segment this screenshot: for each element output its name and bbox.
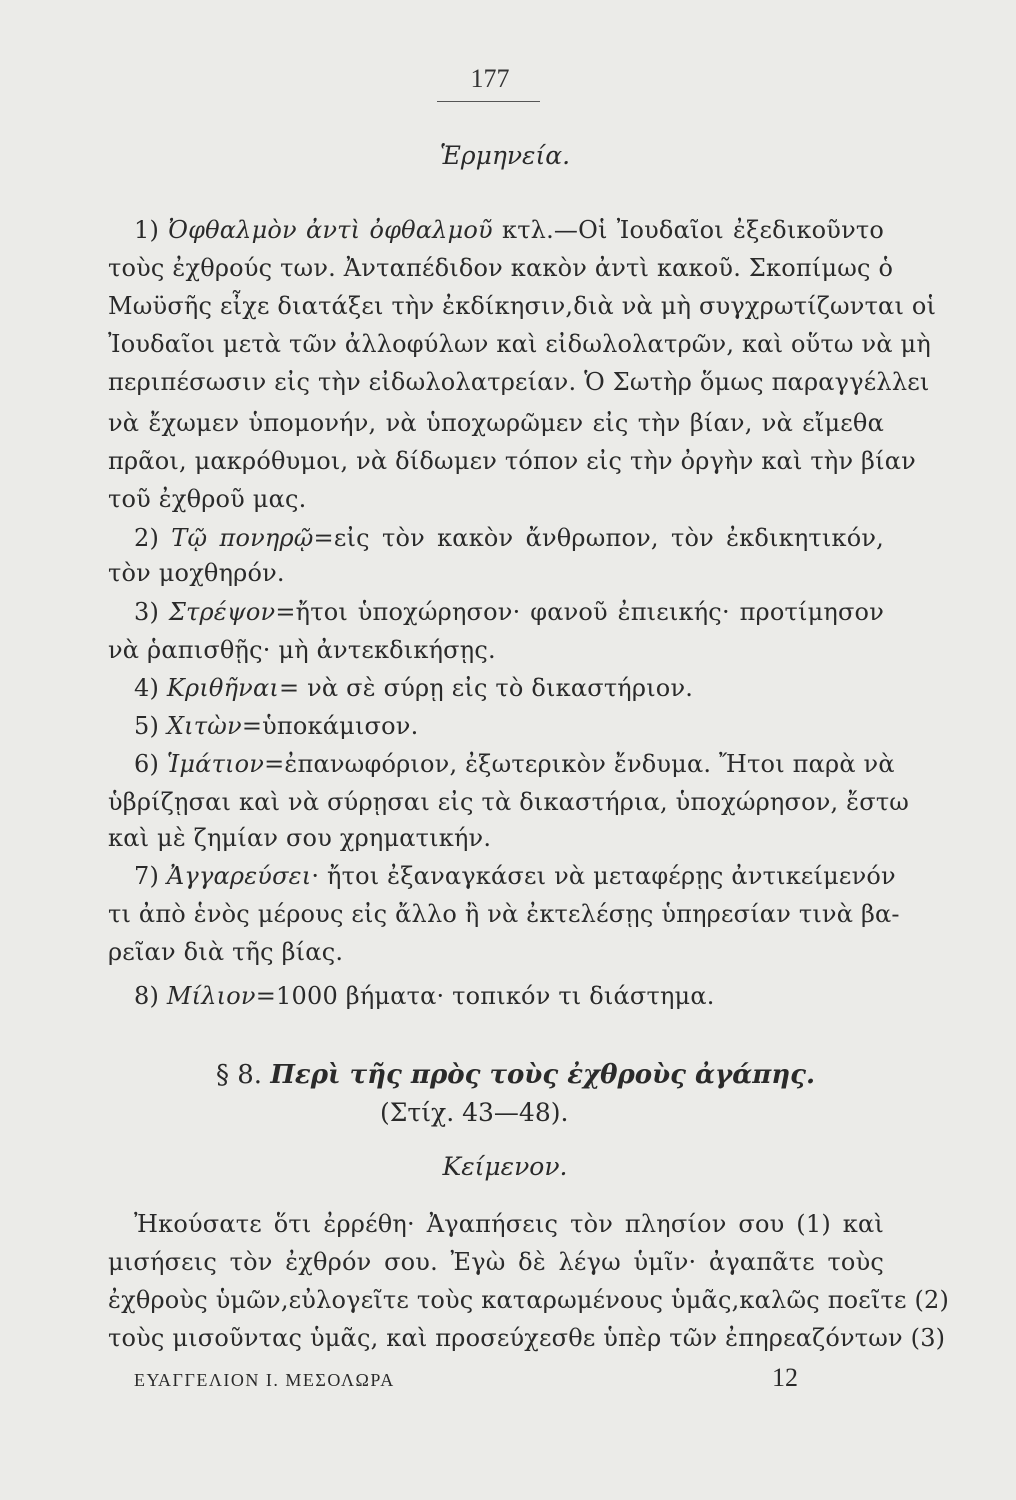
- interpretation-line: τι ἀπὸ ἑνὸς μέρους εἰς ἄλλο ἢ νὰ ἐκτελέσῃς ὑπηρεσίαν τινὰ βα-: [108, 900, 900, 928]
- section-number: § 8.: [216, 1060, 263, 1090]
- page-number: 177: [470, 64, 510, 93]
- page-number-rule: [437, 101, 540, 102]
- interpretation-line: 4) Κριθῆναι= νὰ σὲ σύρῃ εἰς τὸ δικαστήριον.: [134, 674, 694, 702]
- section-verses: (Στίχ. 43—48).: [380, 1098, 569, 1127]
- interpretation-line: 7) Ἀγγαρεύσει· ἤτοι ἐξαναγκάσει νὰ μεταφέρῃς ἀντικείμενόν: [134, 862, 896, 890]
- interpretation-line: πρᾶοι, μακρόθυμοι, νὰ δίδωμεν τόπον εἰς τὴν ὀργὴν καὶ τὴν βίαν: [108, 447, 916, 475]
- interpretation-line: τοῦ ἐχθροῦ μας.: [108, 485, 307, 513]
- interpretation-line: 6) Ἱμάτιον=ἐπανωφόριον, ἐξωτερικὸν ἔνδυμα. Ἤτοι παρὰ νὰ: [134, 750, 895, 778]
- interpretation-line: τὸν μοχθηρόν.: [108, 559, 285, 587]
- interpretation-line: 8) Μίλιον=1000 βήματα· τοπικόν τι διάστημα.: [134, 982, 715, 1010]
- sheet-number: 12: [772, 1363, 798, 1392]
- interpretation-line: καὶ μὲ ζημίαν σου χρηματικήν.: [108, 824, 492, 852]
- interpretation-line: Μωϋσῆς εἶχε διατάξει τὴν ἐκδίκησιν,διὰ νὰ μὴ συγχρωτίζωνται οἱ: [108, 292, 937, 320]
- gospel-text-line: τοὺς μισοῦντας ὑμᾶς, καὶ προσεύχεσθε ὑπὲρ τῶν ἐπηρεαζόντων (3): [108, 1324, 946, 1352]
- interpretation-heading: Ἑρμηνεία.: [439, 141, 571, 170]
- interpretation-line: 2) Τῷ πονηρῷ=εἰς τὸν κακὸν ἄνθρωπον, τὸν ἐκδικητικόν,: [134, 524, 884, 552]
- interpretation-line: περιπέσωσιν εἰς τὴν εἰδωλολατρείαν. Ὁ Σωτὴρ ὅμως παραγγέλλει: [108, 368, 930, 396]
- text-heading: Κείμενον.: [442, 1152, 568, 1181]
- interpretation-line: νὰ ῥαπισθῇς· μὴ ἀντεκδικήσῃς.: [108, 636, 496, 664]
- gospel-text-line: ἐχθροὺς ὑμῶν,εὐλογεῖτε τοὺς καταρωμένους ὑμᾶς,καλῶς ποεῖτε (2): [108, 1286, 950, 1314]
- section-title: [216, 1060, 815, 1090]
- interpretation-line: ρεῖαν διὰ τῆς βίας.: [108, 938, 344, 966]
- gospel-text-line: Ἠκούσατε ὅτι ἐρρέθη· Ἀγαπήσεις τὸν πλησίον σου (1) καὶ: [134, 1210, 884, 1238]
- printer-signature: ΕΥΑΓΓΕΛΙΟΝ Ι. ΜΕΣΟΛΩΡΑ: [134, 1370, 395, 1390]
- interpretation-line: 5) Χιτὼν=ὑποκάμισον.: [134, 712, 419, 740]
- gospel-text-line: μισήσεις τὸν ἐχθρόν σου. Ἐγὼ δὲ λέγω ὑμῖν· ἀγαπᾶτε τοὺς: [108, 1248, 884, 1276]
- interpretation-line: 3) Στρέψον=ἤτοι ὑποχώρησον· φανοῦ ἐπιεικής· προτίμησον: [134, 598, 884, 626]
- interpretation-line: ὑβρίζῃσαι καὶ νὰ σύρῃσαι εἰς τὰ δικαστήρια, ὑποχώρησον, ἔστω: [108, 788, 910, 816]
- section-heading: Περὶ τῆς πρὸς τοὺς ἐχθροὺς ἀγάπης.: [270, 1060, 816, 1090]
- interpretation-line: Ἰουδαῖοι μετὰ τῶν ἀλλοφύλων καὶ εἰδωλολατρῶν, καὶ οὕτω νὰ μὴ: [108, 330, 931, 358]
- interpretation-line: τοὺς ἐχθρούς των. Ἀνταπέδιδον κακὸν ἀντὶ κακοῦ. Σκοπίμως ὁ: [108, 254, 894, 282]
- interpretation-line: νὰ ἔχωμεν ὑπομονήν, νὰ ὑποχωρῶμεν εἰς τὴν βίαν, νὰ εἴμεθα: [108, 409, 884, 437]
- interpretation-line: 1) Ὀφθαλμὸν ἀντὶ ὀφθαλμοῦ κτλ.—Οἱ Ἰουδαῖοι ἐξεδικοῦντο: [134, 216, 884, 244]
